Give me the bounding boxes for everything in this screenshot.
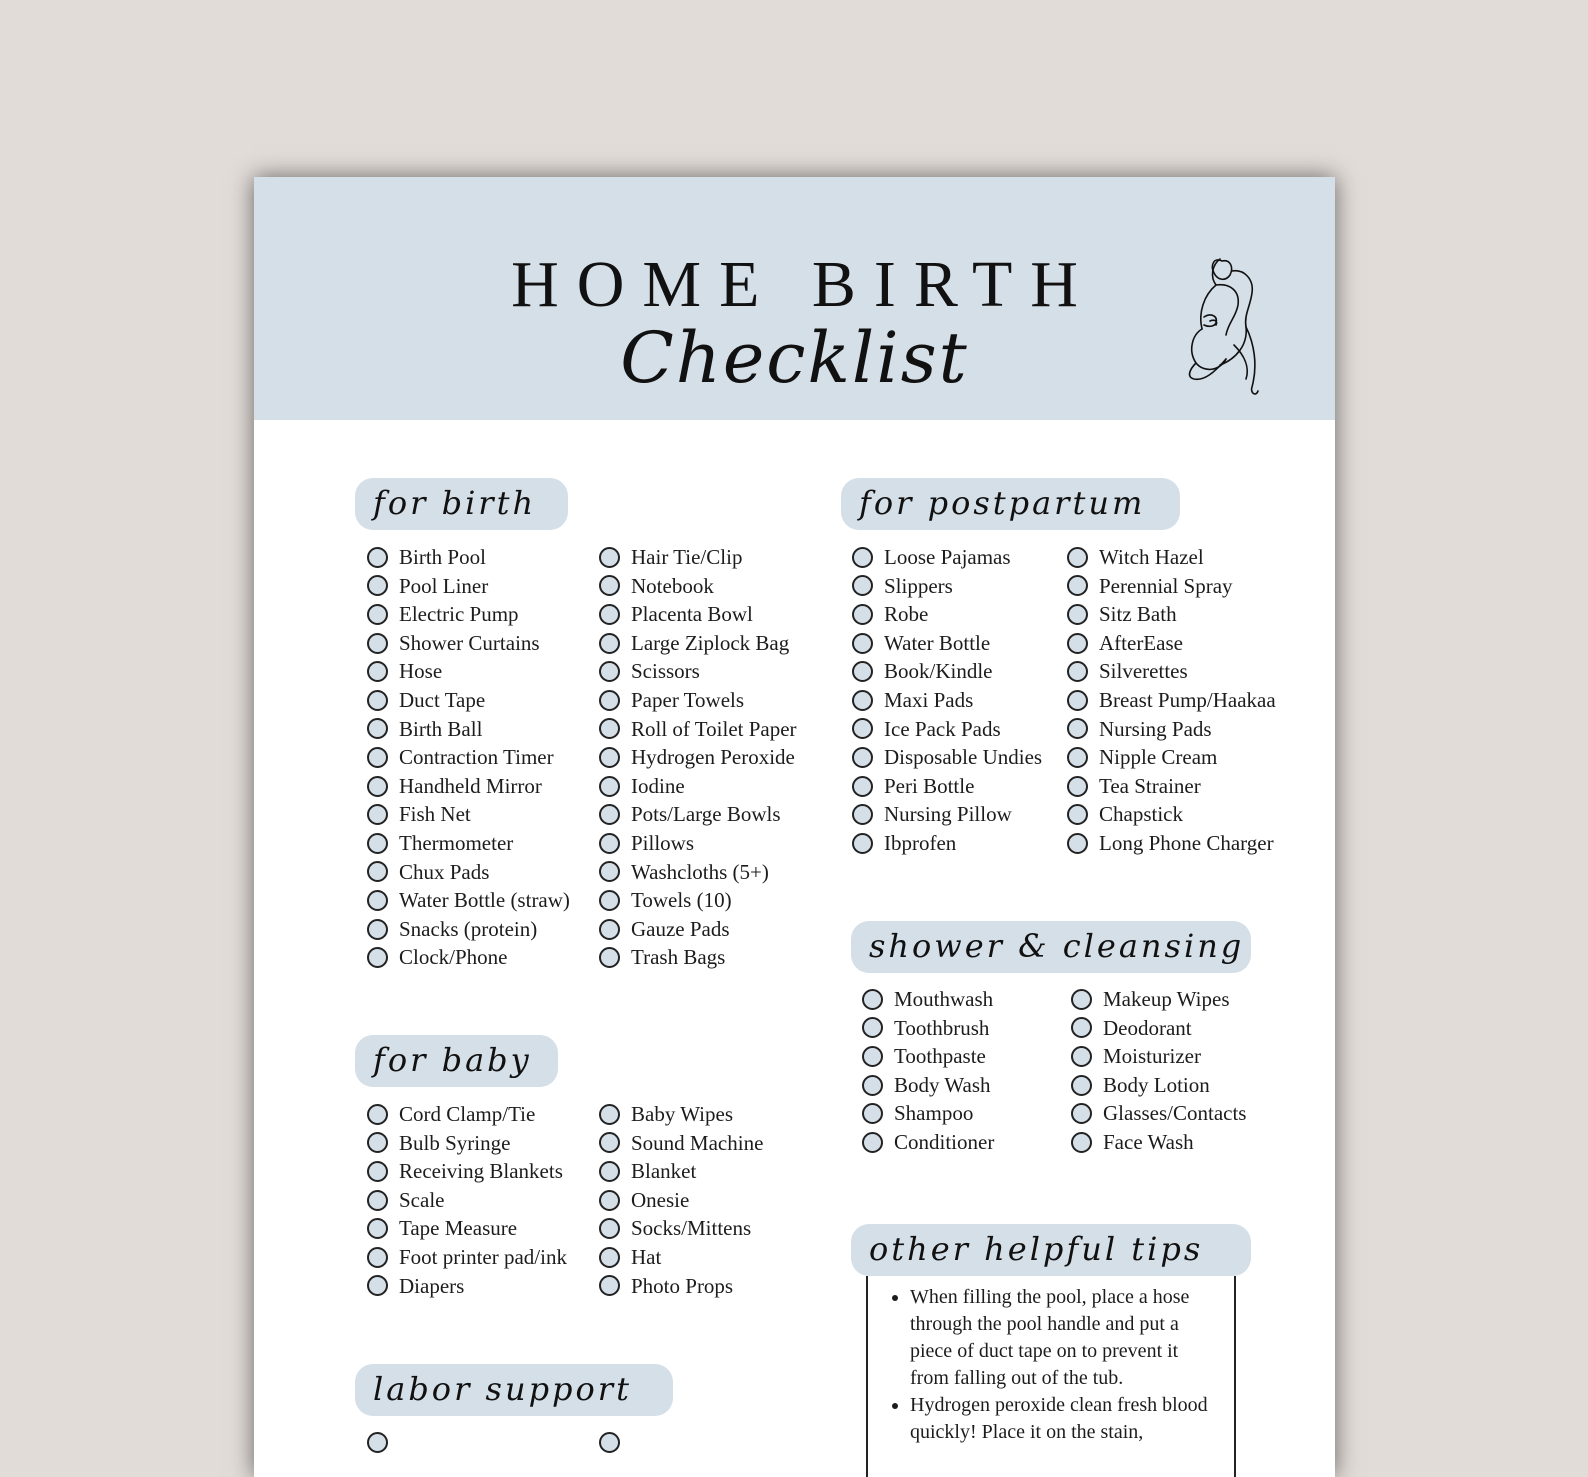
checklist-item[interactable] xyxy=(599,657,797,686)
section-heading-shower: shower & cleansing xyxy=(851,921,1251,973)
checklist-item[interactable] xyxy=(367,1129,567,1158)
checkbox-circle[interactable] xyxy=(852,661,873,682)
checkbox-circle[interactable] xyxy=(1067,604,1088,625)
checklist-item-label: Towels (10) xyxy=(631,888,732,913)
checkbox-circle[interactable] xyxy=(599,1132,620,1153)
checklist-item[interactable] xyxy=(367,543,570,572)
checkbox-circle[interactable] xyxy=(367,947,388,968)
checkbox-circle[interactable] xyxy=(1071,1046,1092,1067)
checklist-item-label: Hose xyxy=(399,659,443,684)
checklist-item[interactable] xyxy=(599,772,797,801)
labor-list-col1 xyxy=(367,1428,399,1457)
checklist-item-label: Tea Strainer xyxy=(1099,773,1201,798)
checklist-item-label: Pool Liner xyxy=(399,573,489,598)
checkbox-circle[interactable] xyxy=(862,1046,883,1067)
checkbox-circle[interactable] xyxy=(852,804,873,825)
checkbox-circle[interactable] xyxy=(599,1275,620,1296)
checklist-item-label: Deodorant xyxy=(1103,1015,1192,1040)
checklist-item[interactable] xyxy=(852,543,1042,572)
tip-item: • Hydrogen peroxide clean fresh blood quickly! Place it on the stain, xyxy=(910,1392,1220,1446)
section-heading-tips: other helpful tips xyxy=(851,1224,1251,1276)
shower-list-col2 xyxy=(1071,985,1246,1157)
checklist-item[interactable] xyxy=(1067,543,1276,572)
checklist-item-label: Blanket xyxy=(631,1159,697,1184)
checkbox-circle[interactable] xyxy=(367,747,388,768)
checklist-item[interactable] xyxy=(599,743,797,772)
baby-list-col1 xyxy=(367,1100,567,1300)
checklist-item[interactable] xyxy=(1071,1042,1246,1071)
checklist-item-label: Scissors xyxy=(631,659,700,684)
checklist-item-label: Photo Props xyxy=(631,1273,734,1298)
checklist-item[interactable] xyxy=(367,886,570,915)
checkbox-circle[interactable] xyxy=(367,718,388,739)
checklist-item[interactable] xyxy=(599,1186,763,1215)
checkbox-circle[interactable] xyxy=(1071,1103,1092,1124)
checkbox-circle[interactable] xyxy=(599,1247,620,1268)
checkbox-circle[interactable] xyxy=(1067,747,1088,768)
checkbox-circle[interactable] xyxy=(367,833,388,854)
checklist-item[interactable] xyxy=(599,800,797,829)
checklist-item[interactable] xyxy=(1067,829,1276,858)
section-heading-labor-support: labor support xyxy=(355,1364,673,1416)
checklist-item-label: Nipple Cream xyxy=(1099,745,1218,770)
checklist-item[interactable] xyxy=(367,743,570,772)
checklist-item-label: Chapstick xyxy=(1099,802,1183,827)
checklist-item[interactable] xyxy=(367,1100,567,1129)
checkbox-circle[interactable] xyxy=(862,989,883,1010)
checklist-item-label: Birth Ball xyxy=(399,716,483,741)
checkbox-circle[interactable] xyxy=(1067,547,1088,568)
checkbox-circle[interactable] xyxy=(1071,1075,1092,1096)
checklist-item[interactable] xyxy=(1067,686,1276,715)
checkbox-circle[interactable] xyxy=(599,1104,620,1125)
checkbox-circle[interactable] xyxy=(1067,776,1088,797)
checkbox-circle[interactable] xyxy=(367,804,388,825)
checkbox-circle[interactable] xyxy=(852,575,873,596)
checklist-item[interactable] xyxy=(852,800,1042,829)
checkbox-circle[interactable] xyxy=(367,661,388,682)
checklist-item[interactable] xyxy=(852,686,1042,715)
checklist-item[interactable] xyxy=(367,829,570,858)
checklist-item[interactable] xyxy=(367,1272,567,1301)
checklist-item-label: Duct Tape xyxy=(399,687,486,712)
checklist-item-label: Glasses/Contacts xyxy=(1103,1101,1247,1126)
checklist-item[interactable] xyxy=(1067,715,1276,744)
checkbox-circle[interactable] xyxy=(367,690,388,711)
checkbox-circle[interactable] xyxy=(599,861,620,882)
checkbox-circle[interactable] xyxy=(599,633,620,654)
checklist-item-label: Clock/Phone xyxy=(399,945,508,970)
checklist-item-label: Nursing Pillow xyxy=(884,802,1012,827)
checklist-item-label: Notebook xyxy=(631,573,714,598)
checkbox-circle[interactable] xyxy=(599,776,620,797)
checklist-item-label: Socks/Mittens xyxy=(631,1216,752,1241)
checkbox-circle[interactable] xyxy=(852,604,873,625)
checkbox-circle[interactable] xyxy=(367,1132,388,1153)
checklist-item[interactable] xyxy=(599,943,797,972)
shower-list-col1 xyxy=(862,985,994,1157)
checkbox-circle[interactable] xyxy=(599,1218,620,1239)
checklist-item-label: Baby Wipes xyxy=(631,1102,734,1126)
checkbox-circle[interactable] xyxy=(1067,804,1088,825)
checklist-item-label: Ibprofen xyxy=(884,830,957,855)
section-heading-baby: for baby xyxy=(355,1035,558,1087)
checkbox-circle[interactable] xyxy=(367,1247,388,1268)
checkbox-circle[interactable] xyxy=(599,575,620,596)
checkbox-circle[interactable] xyxy=(862,1017,883,1038)
checklist-item[interactable] xyxy=(852,743,1042,772)
checkbox-circle[interactable] xyxy=(599,804,620,825)
checklist-item[interactable] xyxy=(599,600,797,629)
checklist-item-label: Face Wash xyxy=(1103,1129,1194,1154)
checklist-item-label: Body Wash xyxy=(894,1072,991,1097)
checklist-item[interactable] xyxy=(367,943,570,972)
checklist-item-label: Scale xyxy=(399,1187,445,1212)
checklist-item[interactable] xyxy=(1067,743,1276,772)
tips-box xyxy=(866,1276,1236,1477)
checklist-item[interactable] xyxy=(367,657,570,686)
checklist-item[interactable] xyxy=(599,829,797,858)
page-subtitle: Checklist xyxy=(620,317,969,399)
checklist-item[interactable] xyxy=(862,1071,994,1100)
checklist-item[interactable] xyxy=(1071,1099,1246,1128)
checklist-item-label: Birth Pool xyxy=(399,545,486,569)
checklist-item-label: Receiving Blankets xyxy=(399,1159,563,1184)
checklist-item[interactable] xyxy=(862,1128,994,1157)
checklist-item[interactable] xyxy=(1071,985,1246,1014)
checkbox-circle[interactable] xyxy=(367,890,388,911)
checkbox-circle[interactable] xyxy=(1067,575,1088,596)
checklist-item-label: Diapers xyxy=(399,1273,465,1298)
section-heading-postpartum: for postpartum xyxy=(841,478,1180,530)
header-banner xyxy=(254,177,1335,420)
checklist-item-label: Nursing Pads xyxy=(1099,716,1212,741)
checklist-item-label: Hydrogen Peroxide xyxy=(631,745,795,770)
checklist-item[interactable] xyxy=(367,715,570,744)
checklist-item[interactable] xyxy=(852,572,1042,601)
checklist-item-label: Trash Bags xyxy=(631,945,726,970)
checkbox-circle[interactable] xyxy=(1067,633,1088,654)
checklist-item[interactable] xyxy=(599,572,797,601)
checkbox-circle[interactable] xyxy=(367,1218,388,1239)
checkbox-circle[interactable] xyxy=(599,919,620,940)
checkbox-circle[interactable] xyxy=(852,718,873,739)
checklist-item-label: Contraction Timer xyxy=(399,745,554,770)
checkbox-circle[interactable] xyxy=(862,1103,883,1124)
checkbox-circle[interactable] xyxy=(599,833,620,854)
checklist-item-label: Iodine xyxy=(631,773,685,798)
checkbox-circle[interactable] xyxy=(367,633,388,654)
checklist-item-label: Witch Hazel xyxy=(1099,545,1204,569)
checkbox-circle[interactable] xyxy=(852,833,873,854)
checkbox-circle[interactable] xyxy=(599,947,620,968)
checklist-item-label: Pillows xyxy=(631,830,695,855)
checklist-item[interactable] xyxy=(852,657,1042,686)
checklist-item[interactable] xyxy=(367,572,570,601)
checklist-item-label: Bulb Syringe xyxy=(399,1130,511,1155)
checklist-item[interactable] xyxy=(1067,772,1276,801)
checklist-item-label: Book/Kindle xyxy=(884,659,993,684)
checkbox-circle[interactable] xyxy=(852,747,873,768)
checklist-item[interactable] xyxy=(862,1042,994,1071)
checklist-item[interactable] xyxy=(367,858,570,887)
checklist-item[interactable] xyxy=(1067,572,1276,601)
tips-list xyxy=(868,1276,1234,1446)
checkbox-circle[interactable] xyxy=(599,890,620,911)
checklist-item[interactable] xyxy=(367,800,570,829)
labor-list-col2 xyxy=(599,1428,631,1457)
checklist-item-label: Handheld Mirror xyxy=(399,773,542,798)
checkbox-circle[interactable] xyxy=(599,718,620,739)
baby-list-col2 xyxy=(599,1100,763,1300)
checklist-item[interactable] xyxy=(367,600,570,629)
checkbox-circle[interactable] xyxy=(599,661,620,682)
birth-list-col2 xyxy=(599,543,797,972)
checklist-item[interactable] xyxy=(367,1214,567,1243)
checklist-item[interactable] xyxy=(599,629,797,658)
checklist-item[interactable] xyxy=(1067,600,1276,629)
checkbox-circle[interactable] xyxy=(599,604,620,625)
checklist-item-label: Conditioner xyxy=(894,1129,995,1154)
checklist-item[interactable] xyxy=(1071,1128,1246,1157)
checklist-item[interactable] xyxy=(852,715,1042,744)
checkbox-circle[interactable] xyxy=(1067,833,1088,854)
checklist-item[interactable] xyxy=(367,1428,399,1457)
checklist-item-label: Disposable Undies xyxy=(884,745,1043,770)
pregnant-woman-line-art-icon xyxy=(1174,255,1274,401)
checkbox-circle[interactable] xyxy=(367,919,388,940)
checklist-item-label: Washcloths (5+) xyxy=(631,859,769,884)
checklist-item-label: Thermometer xyxy=(399,830,514,855)
checklist-item-label: Foot printer pad/ink xyxy=(399,1244,567,1269)
checklist-item-label: Loose Pajamas xyxy=(884,545,1011,569)
checkbox-circle[interactable] xyxy=(367,1104,388,1125)
checklist-item-label: Makeup Wipes xyxy=(1103,987,1230,1011)
checkbox-circle[interactable] xyxy=(599,747,620,768)
checklist-item-label: Gauze Pads xyxy=(631,916,730,941)
checklist-item-label: Cord Clamp/Tie xyxy=(399,1102,536,1126)
postpartum-list-col1 xyxy=(852,543,1042,858)
checklist-item[interactable] xyxy=(1067,800,1276,829)
checkbox-circle[interactable] xyxy=(1067,718,1088,739)
checklist-item-label: Peri Bottle xyxy=(884,773,975,798)
checklist-item-label: Tape Measure xyxy=(399,1216,518,1241)
checklist-item[interactable] xyxy=(1071,1071,1246,1100)
checkbox-circle[interactable] xyxy=(367,575,388,596)
checklist-item[interactable] xyxy=(599,686,797,715)
checklist-item-label: Mouthwash xyxy=(894,987,994,1011)
checklist-item-label: Large Ziplock Bag xyxy=(631,630,790,655)
checklist-item[interactable] xyxy=(852,600,1042,629)
checklist-item-label: Breast Pump/Haakaa xyxy=(1099,687,1276,712)
checkbox-circle[interactable] xyxy=(367,547,388,568)
checkbox-circle[interactable] xyxy=(1067,690,1088,711)
checklist-item-label: Sound Machine xyxy=(631,1130,764,1155)
checklist-sheet xyxy=(254,177,1335,1477)
section-heading-birth: for birth xyxy=(355,478,568,530)
checklist-item[interactable] xyxy=(599,715,797,744)
checklist-item[interactable] xyxy=(599,1243,763,1272)
postpartum-list-col2 xyxy=(1067,543,1276,858)
checklist-item[interactable] xyxy=(599,858,797,887)
page-title: HOME BIRTH xyxy=(511,248,1096,321)
checkbox-circle[interactable] xyxy=(367,1432,388,1453)
checklist-item[interactable] xyxy=(1067,657,1276,686)
checklist-item-label: Robe xyxy=(884,602,929,627)
checklist-item-label: Shampoo xyxy=(894,1101,974,1126)
checklist-item[interactable] xyxy=(852,829,1042,858)
checklist-item-label: Maxi Pads xyxy=(884,687,974,712)
checklist-item-label: Body Lotion xyxy=(1103,1072,1210,1097)
checklist-item-label: Paper Towels xyxy=(631,687,745,712)
checkbox-circle[interactable] xyxy=(599,1190,620,1211)
checklist-item[interactable] xyxy=(852,629,1042,658)
checkbox-circle[interactable] xyxy=(367,604,388,625)
checkbox-circle[interactable] xyxy=(862,1075,883,1096)
checklist-item-label: Long Phone Charger xyxy=(1099,830,1274,855)
checkbox-circle[interactable] xyxy=(599,690,620,711)
checkbox-circle[interactable] xyxy=(862,1132,883,1153)
checkbox-circle[interactable] xyxy=(1071,1017,1092,1038)
checkbox-circle[interactable] xyxy=(852,690,873,711)
checklist-item-label: Perennial Spray xyxy=(1099,573,1233,598)
checklist-item[interactable] xyxy=(367,629,570,658)
checkbox-circle[interactable] xyxy=(599,1432,620,1453)
checklist-item[interactable] xyxy=(367,686,570,715)
checklist-item[interactable] xyxy=(599,1100,763,1129)
checklist-item-label: Onesie xyxy=(631,1187,690,1212)
checklist-item[interactable] xyxy=(599,1157,763,1186)
checkbox-circle[interactable] xyxy=(599,547,620,568)
checklist-item[interactable] xyxy=(599,886,797,915)
checklist-item-label: Fish Net xyxy=(399,802,471,827)
checklist-item[interactable] xyxy=(599,1214,763,1243)
checkbox-circle[interactable] xyxy=(367,1275,388,1296)
tip-item: • When filling the pool, place a hose through the pool handle and put a piece of duct tape on to prevent it from falling out of the tub. xyxy=(910,1284,1220,1392)
checklist-item-label: Water Bottle xyxy=(884,630,991,655)
checklist-item-label: Water Bottle (straw) xyxy=(399,888,570,913)
checklist-item[interactable] xyxy=(599,1272,763,1301)
checklist-item[interactable] xyxy=(367,1157,567,1186)
checkbox-circle[interactable] xyxy=(367,776,388,797)
checklist-item-label: Snacks (protein) xyxy=(399,916,538,941)
checkbox-circle[interactable] xyxy=(852,633,873,654)
checkbox-circle[interactable] xyxy=(367,1161,388,1182)
checklist-item[interactable] xyxy=(862,1099,994,1128)
checklist-item[interactable] xyxy=(852,772,1042,801)
checklist-item-label: Silverettes xyxy=(1099,659,1188,684)
checkbox-circle[interactable] xyxy=(1071,1132,1092,1153)
checklist-item[interactable] xyxy=(599,915,797,944)
checkbox-circle[interactable] xyxy=(367,861,388,882)
checklist-item-label: Pots/Large Bowls xyxy=(631,802,781,827)
checklist-item-label: Hair Tie/Clip xyxy=(631,545,743,569)
checkbox-circle[interactable] xyxy=(852,776,873,797)
checkbox-circle[interactable] xyxy=(1067,661,1088,682)
checklist-item-label: Slippers xyxy=(884,573,953,598)
checkbox-circle[interactable] xyxy=(599,1161,620,1182)
checklist-item-label: Hat xyxy=(631,1244,662,1269)
birth-list-col1 xyxy=(367,543,570,972)
checklist-item[interactable] xyxy=(862,1014,994,1043)
checklist-item[interactable] xyxy=(599,1428,631,1457)
checkbox-circle[interactable] xyxy=(852,547,873,568)
checkbox-circle[interactable] xyxy=(367,1190,388,1211)
checklist-item-label: Sitz Bath xyxy=(1099,602,1177,627)
checklist-item[interactable] xyxy=(599,543,797,572)
checklist-item-label: AfterEase xyxy=(1099,630,1183,655)
checklist-item-label: Moisturizer xyxy=(1103,1044,1201,1069)
checklist-item-label: Placenta Bowl xyxy=(631,602,753,627)
checklist-item[interactable] xyxy=(367,915,570,944)
checklist-item[interactable] xyxy=(1071,1014,1246,1043)
checklist-item[interactable] xyxy=(862,985,994,1014)
checklist-item[interactable] xyxy=(599,1129,763,1158)
checklist-item[interactable] xyxy=(1067,629,1276,658)
checklist-item-label: Chux Pads xyxy=(399,859,490,884)
checklist-item-label: Electric Pump xyxy=(399,602,519,627)
checklist-item-label: Shower Curtains xyxy=(399,630,540,655)
checklist-item-label: Toothbrush xyxy=(894,1015,990,1040)
checkbox-circle[interactable] xyxy=(1071,989,1092,1010)
checklist-item-label: Roll of Toilet Paper xyxy=(631,716,797,741)
checklist-item[interactable] xyxy=(367,1186,567,1215)
checklist-item[interactable] xyxy=(367,1243,567,1272)
checklist-item-label: Ice Pack Pads xyxy=(884,716,1001,741)
checklist-item-label: Toothpaste xyxy=(894,1044,986,1069)
checklist-item[interactable] xyxy=(367,772,570,801)
